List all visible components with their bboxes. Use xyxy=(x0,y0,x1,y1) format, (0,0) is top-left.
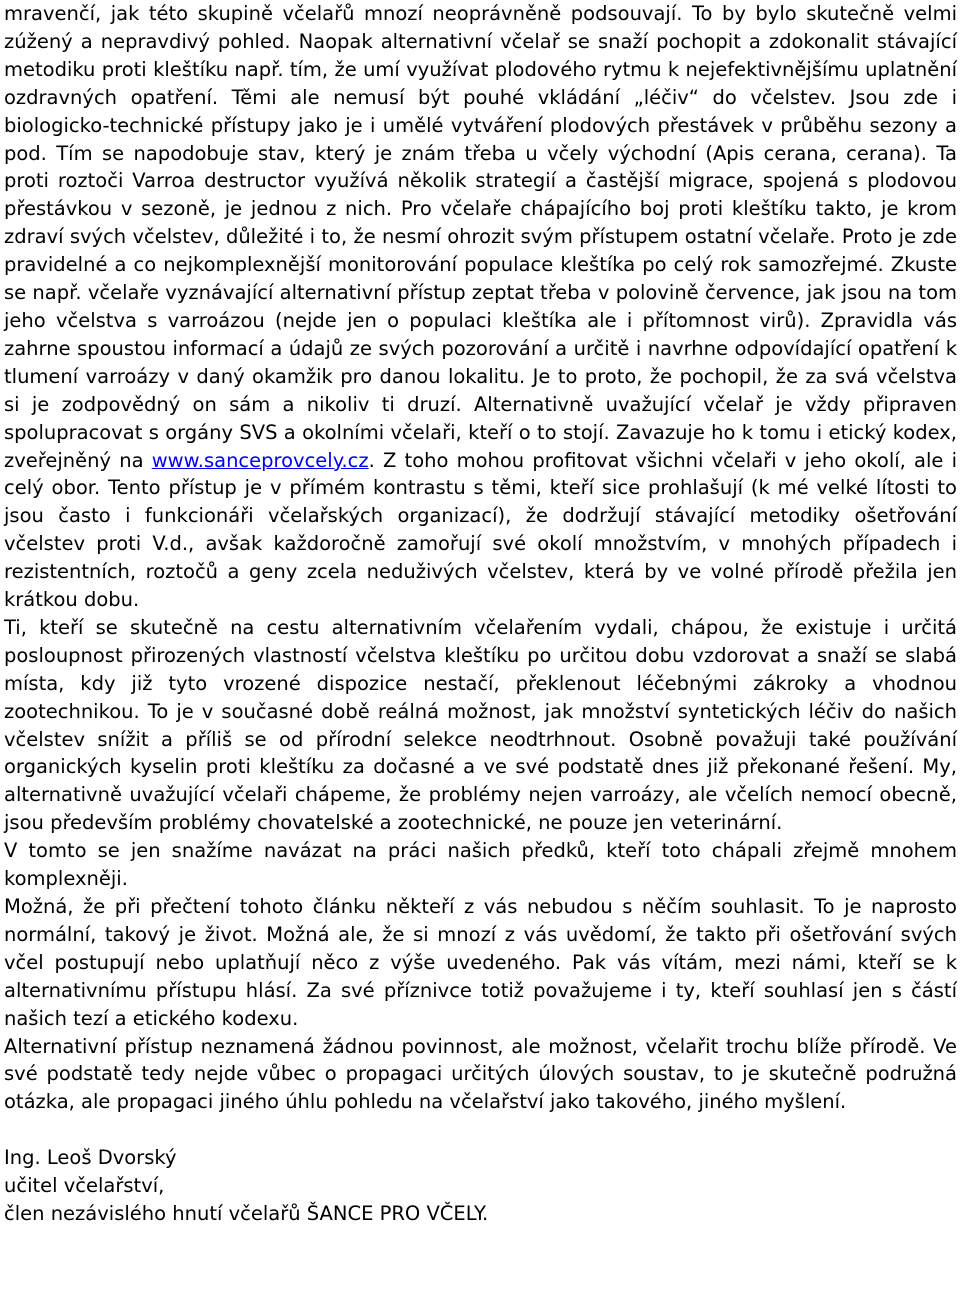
paragraph-3: V tomto se jen snažíme navázat na práci našich předků, kteří toto chápali zřejmě mnohem komplexněji. xyxy=(4,839,957,891)
signature-role: učitel včelařství, xyxy=(4,1174,165,1198)
blank-line xyxy=(4,1116,957,1144)
signature-name: Ing. Leoš Dvorský xyxy=(4,1146,177,1170)
paragraph-1 xyxy=(4,0,957,614)
website-link[interactable]: www.sanceprovcely.cz xyxy=(151,448,369,472)
paragraph-5: Alternativní přístup neznamená žádnou povinnost, ale možnost, včelařit trochu blíže přírodě. Ve své podstatě tedy nejde vůbec o propagaci určitých úlových soustav, to je skutečně podružná otázka, ale propagaci jiného úhlu pohledu na včelařství jako takového, jiného myšlení. xyxy=(4,1034,957,1114)
paragraph-1-text-a: mravenčí, jak této skupině včelařů mnozí neoprávněně podsouvají. To by bylo skutečně velmi zúžený a nepravdivý pohled. Naopak alternativní včelař se snaží pochopit a zdokonalit stávající metodiku proti kleštíku např. tím, že umí využívat plodového rytmu k nejefektivnějšímu uplatnění ozdravných opatření. Těmi ale nemusí být pouhé vkládání „léčiv“ do včelstev. Jsou zde i biologicko-technické přístupy jako je i umělé vytváření plodových přestávek v průběhu sezony a pod. Tím se napodobuje stav, který je znám třeba u včely východní (Apis cerana, cerana). Ta proti roztoči Varroa destructor využívá několik strategií a častější migrace, spojená s plodovou přestávkou v sezoně, je jednou z nich. Pro včelaře chápajícího boj proti kleštíku takto, je krom zdraví svých včelstev, důležité i to, že nesmí ohrozit svým přístupem ostatní včelaře. Proto je zde pravidelné a co nejkomplexnější monitorování populace kleštíka po celý rok samozřejmé. Zkuste se např. včelaře vyznávající alternativní přístup zeptat třeba v polovině července, jak jsou na tom jeho včelstva s varroázou (nejde jen o populaci kleštíka ale i přítomnost virů). Zpravidla vás zahrne spoustou informací a údajů ze svých pozorování a určitě i navrhne odpovídající opatření k tlumení varroázy v daný okamžik pro danou lokalitu. Je to proto, že pochopil, že za svá včelstva si je zodpovědný on sám a nikoliv ti druzí. Alternativně uvažující včelař je vždy připraven spolupracovat s orgány SVS a okolními včelaři, kteří o to stojí. Zavazuje ho k tomu i etický kodex, zveřejněný na xyxy=(4,2,957,472)
paragraph-4: Možná, že při přečtení tohoto článku někteří z vás nebudou s něčím souhlasit. To je naprosto normální, takový je život. Možná ale, že si mnozí z vás uvědomí, že takto při ošetřování svých včel postupují nebo uplatňují něco z výše uvedeného. Pak vás vítám, mezi námi, kteří se k alternativnímu přístupu hlásí. Za své příznivce totiž považujeme i ty, kteří souhlasí jen s částí našich tezí a etického kodexu. xyxy=(4,895,957,1030)
paragraph-1-text-b: . Z toho mohou profitovat všichni včelaři v jeho okolí, ale i celý obor. Tento přístup je v přímém kontrastu s těmi, kteří sice prohlašují (k mé velké lítosti to jsou často i funkcionáři včelařských organizací), že dodržují stávající metodiky ošetřování včelstev proti V.d., avšak každoročně zamořují své okolí množstvím, v mnohých případech i rezistentních, roztočů a geny zcela neduživých včelstev, která by ve volné přírodě přežila jen krátkou dobu. xyxy=(4,448,957,612)
signature-affiliation: člen nezávislého hnutí včelařů ŠANCE PRO VČELY. xyxy=(4,1201,489,1225)
paragraph-2: Ti, kteří se skutečně na cestu alternativním včelařením vydali, chápou, že existuje i určitá posloupnost přirozených vlastností včelstva kleštíku po určitou dobu vzdorovat a snaží se slabá místa, kdy již tyto vrozené dispozice nestačí, překlenout léčebnými zákroky a vhodnou zootechnikou. To je v současné době reálná možnost, jak množství syntetických léčiv do našich včelstev snížit a příliš se od přírodní selekce neodtrhnout. Osobně považuji také používání organických kyselin proti kleštíku za dočasné a ve své podstatě dnes již překonané řešení. My, alternativně uvažující včelaři chápeme, že problémy nejen varroázy, ale včelích nemocí obecně, jsou především problémy chovatelské a zootechnické, ne pouze jen veterinární. xyxy=(4,615,957,835)
